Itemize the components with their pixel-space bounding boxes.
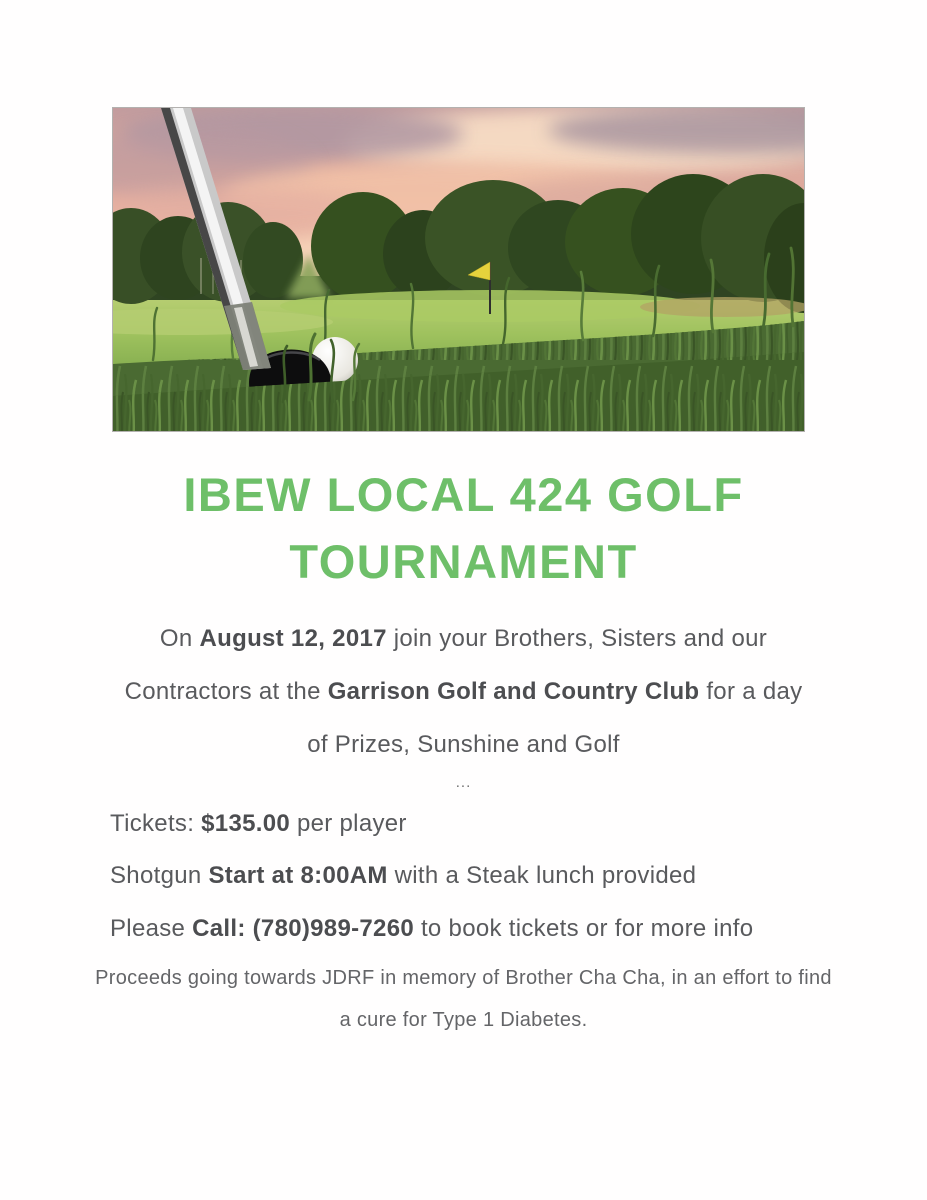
rough-patch xyxy=(640,297,804,317)
detail-text: to book tickets or for more info xyxy=(414,915,754,942)
title-line-2: TOURNAMENT xyxy=(289,535,638,588)
intro-text: On xyxy=(159,625,200,652)
golf-scene xyxy=(113,108,804,431)
golf-course-photo xyxy=(112,107,805,432)
phone-contact-line xyxy=(110,915,753,943)
intro-line-2 xyxy=(40,665,887,718)
ticket-price: $135.00 xyxy=(201,810,291,837)
detail-text: Please xyxy=(110,915,193,942)
detail-text: Shotgun xyxy=(110,862,209,889)
intro-paragraph xyxy=(40,612,887,771)
venue-name: Garrison Golf and Country Club xyxy=(327,678,700,705)
title-line-1: IBEW LOCAL 424 GOLF xyxy=(183,468,744,521)
phone-number: Call: (780)989-7260 xyxy=(192,915,414,942)
start-time: Start at 8:00AM xyxy=(208,862,388,889)
ticket-price-line xyxy=(110,810,407,838)
start-time-line xyxy=(110,862,696,890)
page-title xyxy=(0,461,927,595)
charity-note-line-2: a cure for Type 1 Diabetes. xyxy=(339,1009,588,1031)
intro-text: Contractors at the xyxy=(124,678,328,705)
detail-text: Tickets: xyxy=(110,810,202,837)
ellipsis-divider: ... xyxy=(455,774,472,791)
intro-line-3: of Prizes, Sunshine and Golf xyxy=(307,731,620,758)
detail-text: per player xyxy=(290,810,407,837)
event-date: August 12, 2017 xyxy=(199,625,387,652)
intro-line-1 xyxy=(40,612,887,665)
charity-note-line-1: Proceeds going towards JDRF in memory of Brother Cha Cha, in an effort to find xyxy=(95,967,832,989)
detail-text: with a Steak lunch provided xyxy=(387,862,697,889)
intro-text: for a day xyxy=(699,678,803,705)
intro-text: join your Brothers, Sisters and our xyxy=(386,625,768,652)
